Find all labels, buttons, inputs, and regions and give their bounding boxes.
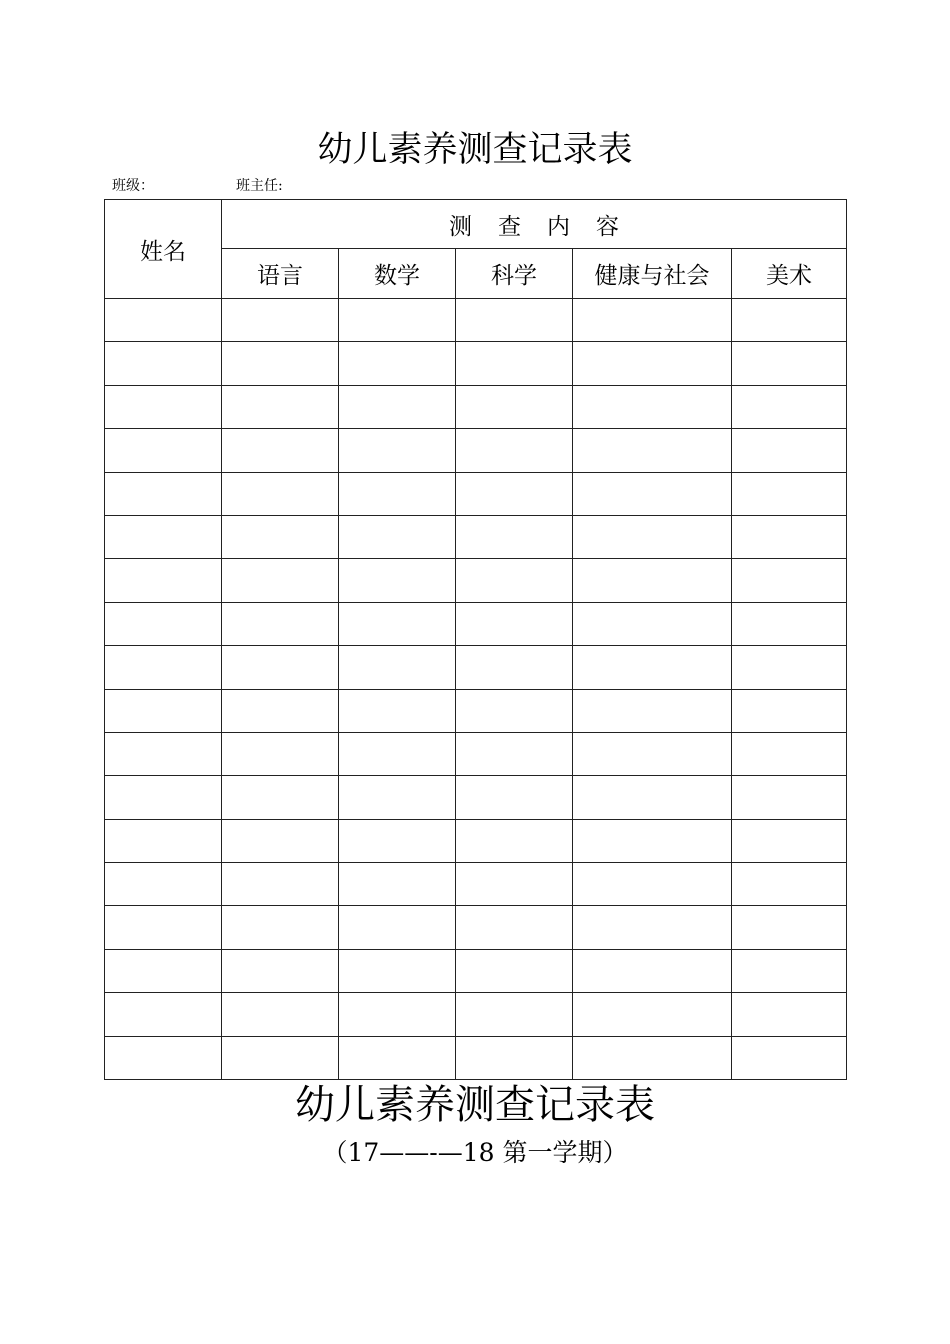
score-cell (456, 863, 573, 906)
subject-header-science: 科学 (456, 249, 573, 299)
table-row (105, 863, 847, 906)
score-cell (573, 863, 732, 906)
name-cell (105, 863, 222, 906)
subject-header-language: 语言 (222, 249, 339, 299)
score-cell (573, 385, 732, 428)
class-label: 班级： (112, 178, 154, 194)
subject-header-math: 数学 (339, 249, 456, 299)
table-row (105, 646, 847, 689)
score-cell (222, 863, 339, 906)
score-cell (573, 993, 732, 1036)
name-cell (105, 429, 222, 472)
score-cell (573, 646, 732, 689)
name-column-header: 姓名 (105, 200, 222, 299)
name-cell (105, 559, 222, 602)
score-cell (456, 299, 573, 342)
score-cell (339, 863, 456, 906)
score-cell (339, 429, 456, 472)
score-cell (339, 1036, 456, 1079)
score-cell (732, 732, 847, 775)
name-cell (105, 949, 222, 992)
name-cell (105, 1036, 222, 1079)
score-cell (222, 1036, 339, 1079)
score-cell (222, 949, 339, 992)
table-row (105, 819, 847, 862)
table-row (105, 472, 847, 515)
score-cell (732, 993, 847, 1036)
content-header: 测查内容 (222, 200, 847, 249)
score-cell (339, 993, 456, 1036)
score-cell (222, 732, 339, 775)
score-cell (732, 776, 847, 819)
score-cell (456, 342, 573, 385)
score-cell (222, 776, 339, 819)
table-row (105, 1036, 847, 1079)
score-cell (732, 429, 847, 472)
name-cell (105, 776, 222, 819)
score-cell (222, 342, 339, 385)
name-cell (105, 515, 222, 558)
score-cell (222, 385, 339, 428)
score-cell (339, 732, 456, 775)
score-cell (573, 559, 732, 602)
table-row (105, 515, 847, 558)
score-cell (456, 949, 573, 992)
name-cell (105, 385, 222, 428)
score-cell (222, 559, 339, 602)
score-cell (339, 646, 456, 689)
score-cell (573, 732, 732, 775)
page-title: 幼儿素养测查记录表 (317, 130, 633, 170)
score-cell (339, 559, 456, 602)
name-cell (105, 993, 222, 1036)
subject-header-art: 美术 (732, 249, 847, 299)
name-cell (105, 689, 222, 732)
score-cell (339, 602, 456, 645)
score-cell (339, 515, 456, 558)
score-cell (339, 385, 456, 428)
score-cell (573, 602, 732, 645)
table-row (105, 342, 847, 385)
score-cell (573, 819, 732, 862)
score-cell (456, 689, 573, 732)
score-cell (456, 472, 573, 515)
score-cell (732, 559, 847, 602)
score-cell (732, 472, 847, 515)
score-cell (456, 602, 573, 645)
score-cell (222, 993, 339, 1036)
score-cell (732, 949, 847, 992)
score-cell (456, 906, 573, 949)
score-cell (456, 515, 573, 558)
table-body (105, 299, 847, 1080)
subject-header-health-society: 健康与社会 (573, 249, 732, 299)
score-cell (573, 299, 732, 342)
score-cell (732, 385, 847, 428)
score-cell (573, 906, 732, 949)
score-cell (732, 819, 847, 862)
score-cell (222, 299, 339, 342)
footer-subtitle: （17——-—18 第一学期） (322, 1138, 628, 1167)
table-row (105, 299, 847, 342)
score-cell (222, 689, 339, 732)
score-cell (732, 863, 847, 906)
score-cell (339, 689, 456, 732)
score-cell (456, 646, 573, 689)
score-cell (222, 646, 339, 689)
name-cell (105, 472, 222, 515)
table-row (105, 776, 847, 819)
score-cell (222, 906, 339, 949)
footer-title: 幼儿素养测查记录表 (295, 1082, 655, 1128)
score-cell (732, 689, 847, 732)
table-row (105, 602, 847, 645)
record-table (104, 199, 847, 1080)
score-cell (339, 299, 456, 342)
score-cell (339, 949, 456, 992)
table-row (105, 949, 847, 992)
score-cell (732, 602, 847, 645)
name-cell (105, 299, 222, 342)
score-cell (573, 776, 732, 819)
score-cell (732, 299, 847, 342)
name-cell (105, 732, 222, 775)
score-cell (456, 1036, 573, 1079)
name-cell (105, 646, 222, 689)
name-cell (105, 819, 222, 862)
score-cell (456, 776, 573, 819)
score-cell (573, 515, 732, 558)
name-cell (105, 602, 222, 645)
teacher-label: 班主任: (236, 178, 283, 194)
score-cell (456, 559, 573, 602)
table-row (105, 732, 847, 775)
score-cell (573, 472, 732, 515)
table-row (105, 689, 847, 732)
score-cell (732, 1036, 847, 1079)
table-row (105, 906, 847, 949)
score-cell (222, 819, 339, 862)
score-cell (339, 819, 456, 862)
table-row (105, 385, 847, 428)
score-cell (732, 906, 847, 949)
score-cell (222, 472, 339, 515)
score-cell (456, 385, 573, 428)
score-cell (573, 1036, 732, 1079)
score-cell (456, 993, 573, 1036)
score-cell (339, 776, 456, 819)
score-cell (222, 515, 339, 558)
score-cell (222, 429, 339, 472)
score-cell (456, 819, 573, 862)
score-cell (732, 342, 847, 385)
score-cell (573, 949, 732, 992)
score-cell (222, 602, 339, 645)
score-cell (573, 429, 732, 472)
table-row (105, 993, 847, 1036)
score-cell (573, 342, 732, 385)
score-cell (339, 342, 456, 385)
table-row (105, 559, 847, 602)
score-cell (573, 689, 732, 732)
score-cell (339, 472, 456, 515)
score-cell (732, 646, 847, 689)
score-cell (456, 429, 573, 472)
table-row (105, 429, 847, 472)
name-cell (105, 342, 222, 385)
score-cell (732, 515, 847, 558)
score-cell (339, 906, 456, 949)
score-cell (456, 732, 573, 775)
name-cell (105, 906, 222, 949)
